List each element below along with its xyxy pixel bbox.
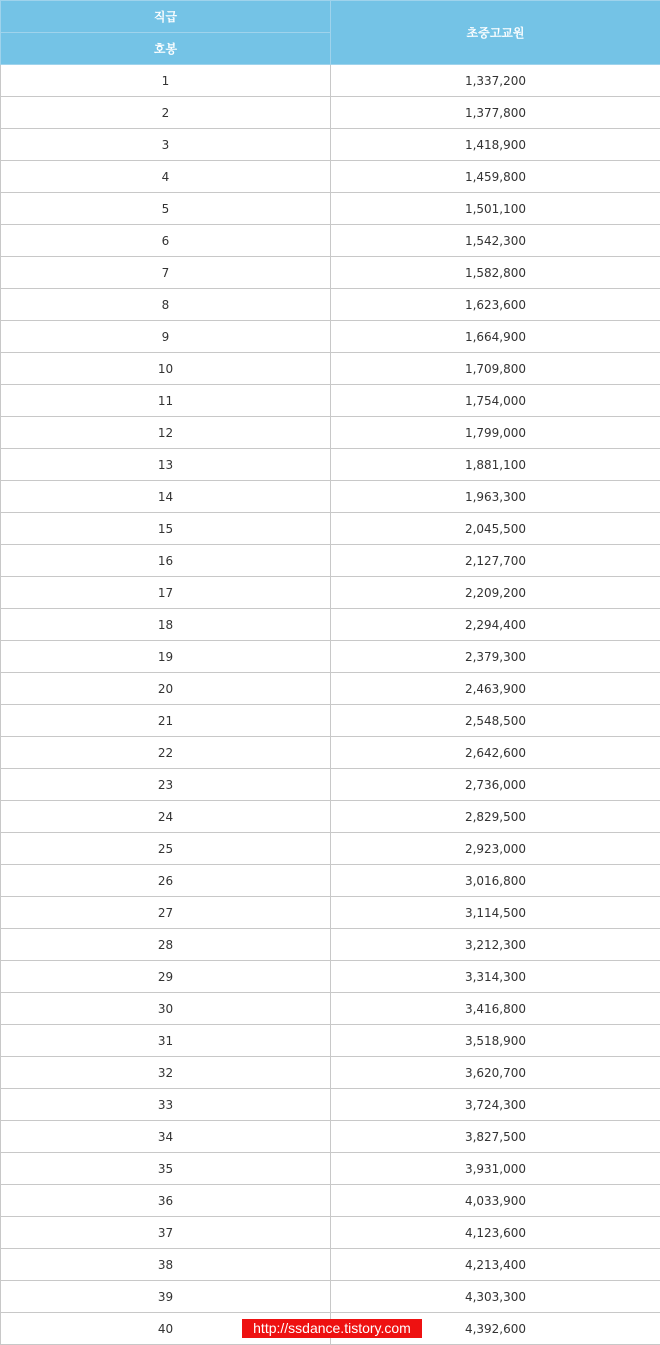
pay-cell: 1,963,300 [331, 481, 660, 513]
pay-cell: 2,463,900 [331, 673, 660, 705]
table-header [1, 1, 660, 65]
pay-cell: 3,827,500 [331, 1121, 660, 1153]
pay-cell: 2,923,000 [331, 833, 660, 865]
pay-cell: 3,416,800 [331, 993, 660, 1025]
table-row [1, 161, 660, 193]
table-row [1, 129, 660, 161]
table-row [1, 289, 660, 321]
header-column: 초중고교원 [331, 1, 660, 65]
pay-cell: 2,294,400 [331, 609, 660, 641]
table-row [1, 1217, 660, 1249]
table-row [1, 801, 660, 833]
pay-cell: 2,829,500 [331, 801, 660, 833]
step-cell: 39 [1, 1281, 331, 1313]
step-cell: 10 [1, 353, 331, 385]
watermark-url: http://ssdance.tistory.com [242, 1319, 422, 1338]
pay-cell: 2,045,500 [331, 513, 660, 545]
header-rank: 직급 [1, 1, 331, 33]
step-cell: 40 [1, 1313, 331, 1345]
step-cell: 19 [1, 641, 331, 673]
table-row [1, 609, 660, 641]
step-cell: 14 [1, 481, 331, 513]
pay-cell: 2,548,500 [331, 705, 660, 737]
table-row [1, 513, 660, 545]
pay-cell: 1,799,000 [331, 417, 660, 449]
pay-cell: 1,664,900 [331, 321, 660, 353]
table-row [1, 321, 660, 353]
table-row [1, 1249, 660, 1281]
table-row [1, 1121, 660, 1153]
step-cell: 23 [1, 769, 331, 801]
step-cell: 16 [1, 545, 331, 577]
pay-cell: 3,724,300 [331, 1089, 660, 1121]
step-cell: 25 [1, 833, 331, 865]
pay-cell: 1,459,800 [331, 161, 660, 193]
table-row [1, 1025, 660, 1057]
table-row [1, 577, 660, 609]
pay-cell: 1,377,800 [331, 97, 660, 129]
step-cell: 8 [1, 289, 331, 321]
pay-cell: 3,212,300 [331, 929, 660, 961]
table-row [1, 833, 660, 865]
table-row [1, 225, 660, 257]
pay-cell: 1,881,100 [331, 449, 660, 481]
table-row [1, 545, 660, 577]
pay-cell: 1,542,300 [331, 225, 660, 257]
table-row [1, 257, 660, 289]
step-cell: 9 [1, 321, 331, 353]
table-row [1, 865, 660, 897]
pay-cell: 3,620,700 [331, 1057, 660, 1089]
table-row [1, 417, 660, 449]
step-cell: 21 [1, 705, 331, 737]
step-cell: 36 [1, 1185, 331, 1217]
header-step: 호봉 [1, 33, 331, 65]
pay-cell: 3,518,900 [331, 1025, 660, 1057]
step-cell: 4 [1, 161, 331, 193]
table-row [1, 929, 660, 961]
step-cell: 35 [1, 1153, 331, 1185]
step-cell: 12 [1, 417, 331, 449]
table-row [1, 1185, 660, 1217]
step-cell: 7 [1, 257, 331, 289]
step-cell: 1 [1, 65, 331, 97]
pay-cell: 3,114,500 [331, 897, 660, 929]
step-cell: 11 [1, 385, 331, 417]
pay-cell: 2,127,700 [331, 545, 660, 577]
pay-cell: 4,392,600 [331, 1313, 660, 1345]
step-cell: 38 [1, 1249, 331, 1281]
pay-cell: 2,642,600 [331, 737, 660, 769]
table-row [1, 897, 660, 929]
step-cell: 31 [1, 1025, 331, 1057]
table-row [1, 65, 660, 97]
pay-cell: 3,931,000 [331, 1153, 660, 1185]
table-row [1, 961, 660, 993]
pay-cell: 4,123,600 [331, 1217, 660, 1249]
pay-cell: 4,213,400 [331, 1249, 660, 1281]
step-cell: 29 [1, 961, 331, 993]
step-cell: 6 [1, 225, 331, 257]
pay-cell: 2,379,300 [331, 641, 660, 673]
table-row [1, 353, 660, 385]
pay-cell: 1,501,100 [331, 193, 660, 225]
table-row [1, 97, 660, 129]
table-row [1, 1057, 660, 1089]
step-cell: 20 [1, 673, 331, 705]
table-row [1, 481, 660, 513]
table-row [1, 193, 660, 225]
step-cell: 22 [1, 737, 331, 769]
step-cell: 34 [1, 1121, 331, 1153]
pay-cell: 1,582,800 [331, 257, 660, 289]
step-cell: 5 [1, 193, 331, 225]
step-cell: 27 [1, 897, 331, 929]
table-row [1, 769, 660, 801]
step-cell: 26 [1, 865, 331, 897]
pay-cell: 1,418,900 [331, 129, 660, 161]
pay-cell: 1,623,600 [331, 289, 660, 321]
table-row [1, 1281, 660, 1313]
table-row [1, 1089, 660, 1121]
table-row [1, 737, 660, 769]
step-cell: 17 [1, 577, 331, 609]
pay-cell: 1,754,000 [331, 385, 660, 417]
pay-cell: 3,016,800 [331, 865, 660, 897]
pay-cell: 1,337,200 [331, 65, 660, 97]
table-row [1, 449, 660, 481]
table-row [1, 385, 660, 417]
step-cell: 28 [1, 929, 331, 961]
table-row [1, 1153, 660, 1185]
step-cell: 15 [1, 513, 331, 545]
header-row-rank [1, 1, 660, 33]
table-row [1, 641, 660, 673]
step-cell: 24 [1, 801, 331, 833]
pay-cell: 2,209,200 [331, 577, 660, 609]
pay-cell: 1,709,800 [331, 353, 660, 385]
step-cell: 32 [1, 1057, 331, 1089]
pay-cell: 4,033,900 [331, 1185, 660, 1217]
pay-cell: 4,303,300 [331, 1281, 660, 1313]
step-cell: 37 [1, 1217, 331, 1249]
step-cell: 2 [1, 97, 331, 129]
step-cell: 33 [1, 1089, 331, 1121]
step-cell: 3 [1, 129, 331, 161]
table-body [1, 65, 660, 1345]
table-row [1, 673, 660, 705]
pay-cell: 2,736,000 [331, 769, 660, 801]
table-row [1, 993, 660, 1025]
step-cell: 18 [1, 609, 331, 641]
step-cell: 30 [1, 993, 331, 1025]
table-row [1, 705, 660, 737]
pay-cell: 3,314,300 [331, 961, 660, 993]
step-cell: 13 [1, 449, 331, 481]
